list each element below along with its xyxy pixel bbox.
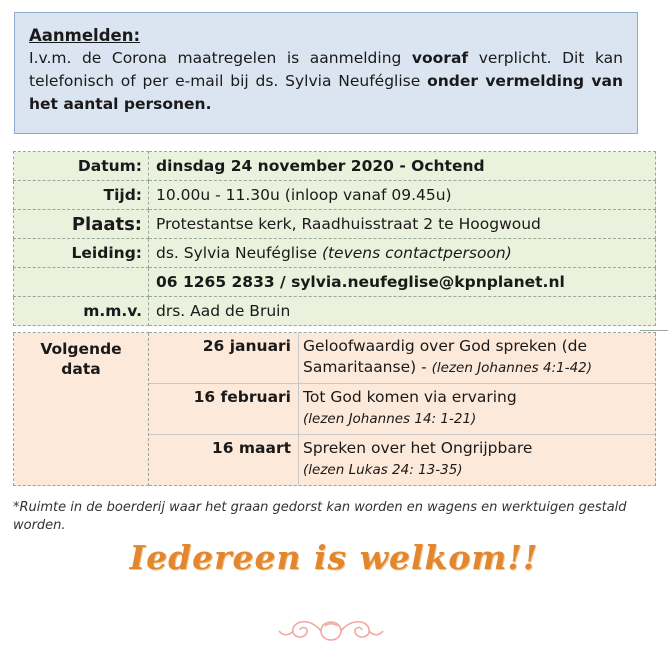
schedule-date: 16 maart xyxy=(149,435,299,486)
plaats-value: Protestantse kerk, Raadhuisstraat 2 te Hoogwoud xyxy=(149,210,656,239)
schedule-title: Geloofwaardig over God spreken (de Samaritaanse) - xyxy=(303,337,588,376)
schedule-label: Volgende data xyxy=(14,333,149,486)
notice-title: Aanmelden: xyxy=(29,26,141,45)
welcome-heading: Iedereen is welkom!! xyxy=(129,538,539,577)
contact-label-empty xyxy=(14,268,149,297)
table-divider-extension xyxy=(640,330,668,331)
leiding-value xyxy=(149,239,656,268)
datum-value-text: dinsdag 24 november 2020 - Ochtend xyxy=(156,157,485,175)
schedule-desc xyxy=(299,435,656,486)
schedule-cell xyxy=(149,333,656,486)
notice-text-bold-1: vooraf xyxy=(411,49,469,67)
leiding-label: Leiding: xyxy=(14,239,149,268)
schedule-date: 26 januari xyxy=(149,333,299,384)
footnote: *Ruimte in de boerderij waar het graan gedorst kan worden en wagens en werktuigen gestald worden. xyxy=(13,500,627,533)
ornament-divider-icon xyxy=(145,612,517,646)
plaats-label: Plaats: xyxy=(14,210,149,239)
event-info-table xyxy=(13,151,656,486)
schedule-item xyxy=(149,384,655,435)
schedule-date: 16 februari xyxy=(149,384,299,435)
leiding-note: (tevens contactpersoon) xyxy=(321,244,512,262)
schedule-desc xyxy=(299,333,656,384)
schedule-row xyxy=(14,333,656,486)
mmv-value: drs. Aad de Bruin xyxy=(149,297,656,326)
notice-text-part-2: verplicht. Dit kan telefonisch of per e-mail bij ds. Sylvia Neuféglise xyxy=(29,49,623,90)
contact-value xyxy=(149,268,656,297)
mmv-row xyxy=(14,297,656,326)
schedule-reading: (lezen Johannes 4:1-42) xyxy=(431,360,593,376)
schedule-title: Spreken over het Ongrijpbare xyxy=(303,439,533,457)
schedule-title: Tot God komen via ervaring xyxy=(303,388,517,406)
datum-label: Datum: xyxy=(14,152,149,181)
contact-row xyxy=(14,268,656,297)
contact-phone-email: 06 1265 2833 / sylvia.neufeglise@kpnplanet.nl xyxy=(156,273,565,291)
schedule-reading: (lezen Lukas 24: 13-35) xyxy=(303,462,463,478)
schedule-desc xyxy=(299,384,656,435)
leiding-name: ds. Sylvia Neuféglise xyxy=(156,244,322,262)
schedule-reading: (lezen Johannes 14: 1-21) xyxy=(303,411,477,427)
notice-text xyxy=(29,47,623,116)
mmv-label: m.m.v. xyxy=(14,297,149,326)
schedule-table xyxy=(149,333,655,485)
notice-text-part-1: I.v.m. de Corona maatregelen is aanmelding xyxy=(29,49,412,67)
datum-row xyxy=(14,152,656,181)
schedule-item xyxy=(149,435,655,486)
notice-text-bold-2: onder vermelding van het aantal personen. xyxy=(29,72,623,113)
datum-value xyxy=(149,152,656,181)
schedule-item xyxy=(149,333,655,384)
plaats-row xyxy=(14,210,656,239)
tijd-label: Tijd: xyxy=(14,181,149,210)
tijd-value: 10.00u - 11.30u (inloop vanaf 09.45u) xyxy=(149,181,656,210)
tijd-row xyxy=(14,181,656,210)
table-spacer xyxy=(14,326,656,333)
registration-notice xyxy=(14,12,638,134)
leiding-row xyxy=(14,239,656,268)
